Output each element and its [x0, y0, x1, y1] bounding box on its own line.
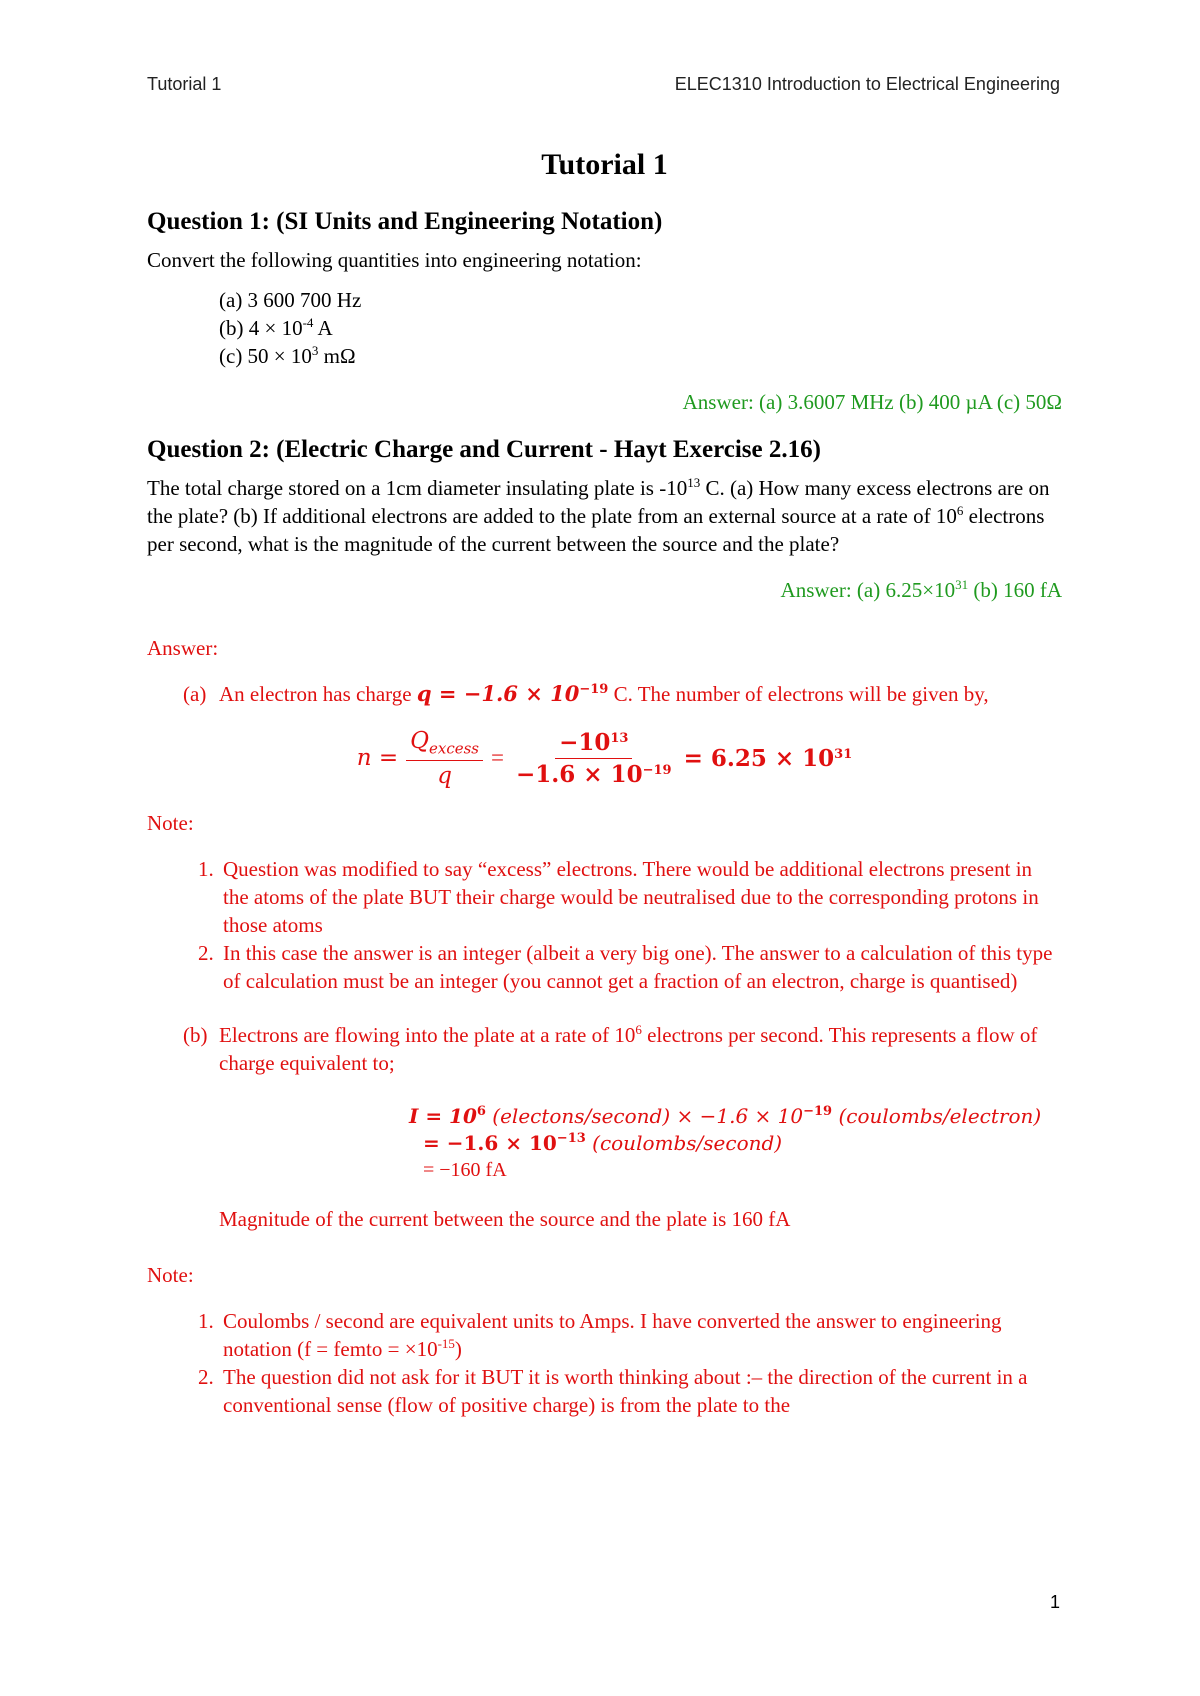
part-a-text: An electron has charge $q = -1.6 \times 10^{-19}$ C. The number of electrons will be given by, — [219, 681, 989, 706]
page-title: Tutorial 1 — [541, 148, 668, 181]
calc-line-2: = $-1.6 \times 10^{-13}$ (coulombs/second) — [423, 1130, 783, 1155]
magnitude-statement: Magnitude of the current between the source and the plate is 160 fA — [219, 1206, 791, 1231]
q2-body: The total charge stored on a 1cm diameter insulating plate is $-10^{13}$ C. (a) How many excess electrons are on the plate? (b) If additional electrons are added to the plate from an external source at a rate of $10^6$ electrons per second, what is the magnitude of the current between the source and the plate? — [147, 475, 1050, 556]
calc-line-3: = −160 fA — [423, 1158, 507, 1181]
notes-list-1 — [147, 855, 1062, 995]
solution-answer-label: Answer: — [147, 636, 219, 660]
q2-heading: Question 2: (Electric Charge and Current - Hayt Exercise 2.16) — [147, 436, 821, 463]
notes-list-2 — [147, 1307, 1062, 1419]
current-calculation — [409, 1103, 1062, 1183]
solution-part-b — [147, 1021, 1062, 1077]
running-header-left: Tutorial 1 — [147, 74, 222, 94]
q1-item-b: (b) $4 \times 10^{-4}$ A — [219, 315, 333, 340]
note-label-2: Note: — [147, 1262, 194, 1287]
note-label-1: Note: — [147, 810, 194, 835]
part-a-label: (a) — [183, 682, 207, 706]
note-2-2: 2. The question did not ask for it BUT it is worth thinking about :– the direction of the current in a conventional sense (flow of positive charge) is from the plate to the — [219, 1363, 1062, 1419]
running-header-right: ELEC1310 Introduction to Electrical Engineering — [674, 74, 1060, 94]
q1-answer: Answer: (a) 3.6007 MHz (b) 400 µA (c) 50Ω — [682, 390, 1062, 414]
q1-heading: Question 1: (SI Units and Engineering Notation) — [147, 208, 663, 235]
q1-item-c: (c) $50 \times 10^3$ mΩ — [219, 343, 356, 368]
electron-count-equation: n = $\frac{Q_{excess}}{q}$ = $\frac{-10^{13}}{-1.6 \times 10^{-19}}$ = $6.25 \times 10^{31}$ — [356, 728, 853, 789]
q2-answer: Answer: (a) $6.25\times 10^{31}$ (b) 160 fA — [780, 577, 1062, 602]
calc-line-1: $I = 10^6$ (electons/second) × $-1.6 \times 10^{-19}$ (coulombs/electron) — [409, 1103, 1042, 1128]
solution-part-a — [147, 680, 1062, 708]
q1-item-a: (a) 3 600 700 Hz — [219, 288, 362, 312]
q1-items — [219, 286, 1062, 370]
q1-prompt: Convert the following quantities into engineering notation: — [147, 248, 642, 272]
page-content — [147, 138, 1062, 1419]
note-2-1: 1. Coulombs / second are equivalent units to Amps. I have converted the answer to engineering notation (f = femto = $\times 10^{-15}$) — [219, 1307, 1062, 1363]
part-b-label: (b) — [183, 1022, 208, 1047]
part-b-text: Electrons are flowing into the plate at a rate of $10^6$ electrons per second. This represents a flow of charge equivalent to; — [219, 1021, 1038, 1075]
note-1-1: 1. Question was modified to say “excess” electrons. There would be additional electrons present in the atoms of the plate BUT their charge would be neutralised due to the corresponding protons in those atoms — [219, 855, 1062, 939]
note-1-2: 2. In this case the answer is an integer (albeit a very big one). The answer to a calculation of this type of calculation must be an integer (you cannot get a fraction of an electron, charge is quantised) — [219, 939, 1062, 995]
page-number: 1 — [1049, 1592, 1060, 1612]
